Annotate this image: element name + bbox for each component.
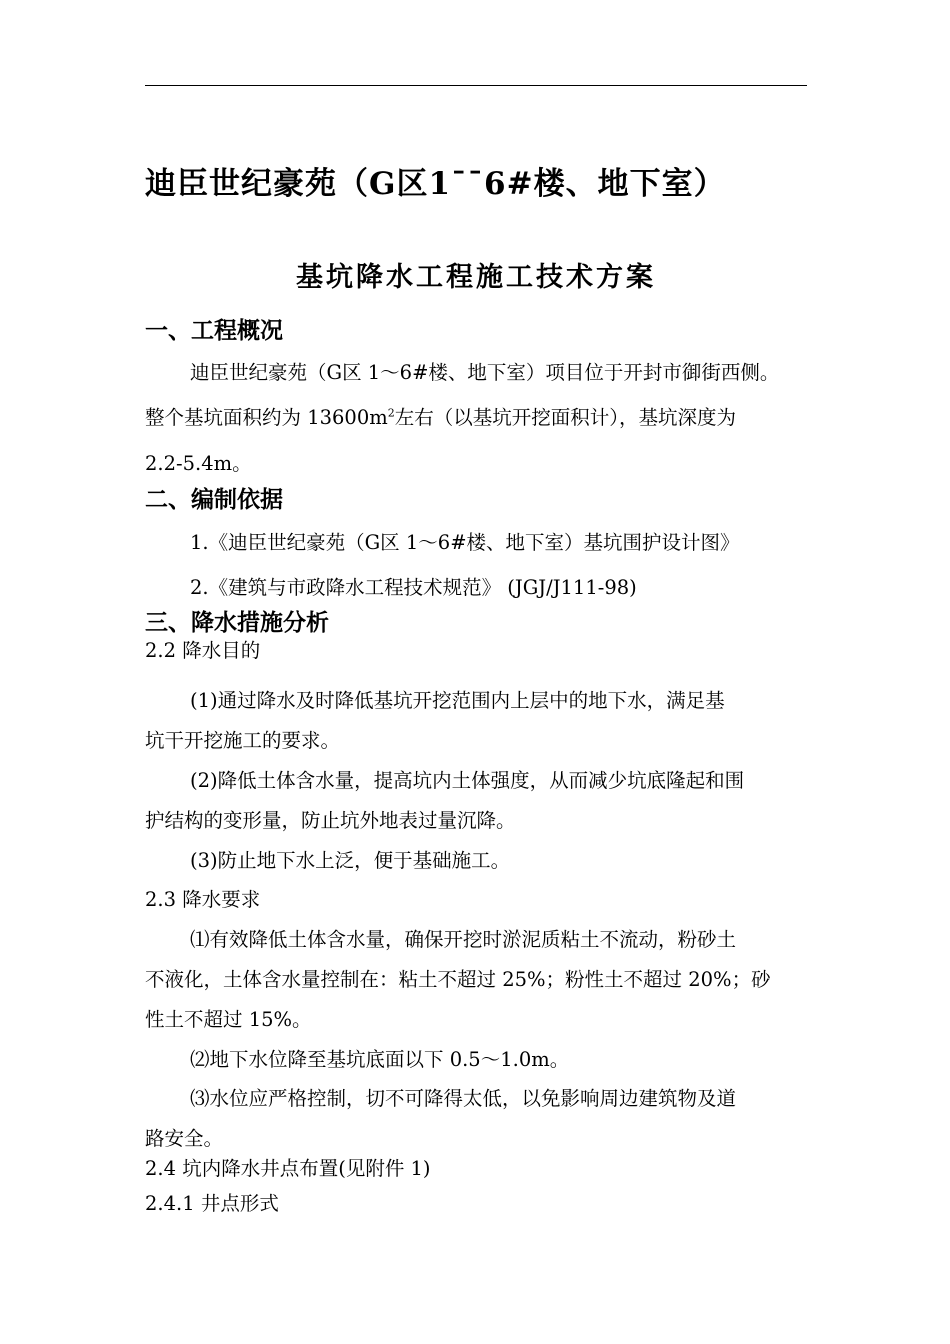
- header-rule: [145, 85, 807, 86]
- subsection-heading: 2.4 坑内降水井点布置(见附件 1): [145, 1157, 431, 1180]
- paragraph-line: 路安全。: [145, 1127, 224, 1150]
- section-heading-overview: 一、工程概况: [145, 318, 283, 344]
- subsection-heading: 2.3 降水要求: [145, 888, 261, 911]
- paragraph-line: (2)降低土体含水量，提高坑内土体强度，从而减少坑底隆起和围: [190, 769, 745, 792]
- document-title-line1: 迪臣世纪豪苑（G区1¯¯6#楼、地下室）: [145, 166, 726, 202]
- paragraph-line: ⑵地下水位降至基坑底面以下 0.5～1.0m。: [190, 1048, 570, 1071]
- paragraph-line: (3)防止地下水上泛，便于基础施工。: [190, 849, 511, 872]
- paragraph-line: 整个基坑面积约为 $13600m^2$左右（以基坑开挖面积计），基坑深度为: [145, 406, 736, 429]
- paragraph-line: 2.2-5.4m。: [145, 452, 252, 475]
- paragraph-line: 迪臣世纪豪苑（G区 1～6#楼、地下室）项目位于开封市御街西侧。: [190, 361, 780, 384]
- paragraph-line: 坑干开挖施工的要求。: [145, 729, 341, 752]
- paragraph-line: (1)通过降水及时降低基坑开挖范围内上层中的地下水，满足基: [190, 689, 725, 712]
- subsection-heading: 2.4.1 井点形式: [145, 1192, 279, 1215]
- paragraph-line: 护结构的变形量，防止坑外地表过量沉降。: [145, 809, 516, 832]
- paragraph-line: ⑴有效降低土体含水量，确保开挖时淤泥质粘土不流动，粉砂土: [190, 928, 737, 951]
- reference-item: 1.《迪臣世纪豪苑（G区 1～6#楼、地下室）基坑围护设计图》: [190, 531, 740, 554]
- section-heading-dewatering: 三、降水措施分析: [145, 610, 329, 636]
- document-title-line2: 基坑降水工程施工技术方案: [296, 262, 656, 293]
- subsection-heading: 2.2 降水目的: [145, 639, 261, 662]
- paragraph-line: 不液化，土体含水量控制在：粘土不超过 25%；粉性土不超过 20%；砂: [145, 968, 771, 991]
- paragraph-line: ⑶水位应严格控制，切不可降得太低，以免影响周边建筑物及道: [190, 1087, 737, 1110]
- paragraph-line: 性土不超过 15%。: [145, 1008, 312, 1031]
- reference-item: 2.《建筑与市政降水工程技术规范》 (JGJ/J111-98): [190, 576, 637, 599]
- section-heading-basis: 二、编制依据: [145, 487, 283, 513]
- superscript: 2: [387, 406, 395, 420]
